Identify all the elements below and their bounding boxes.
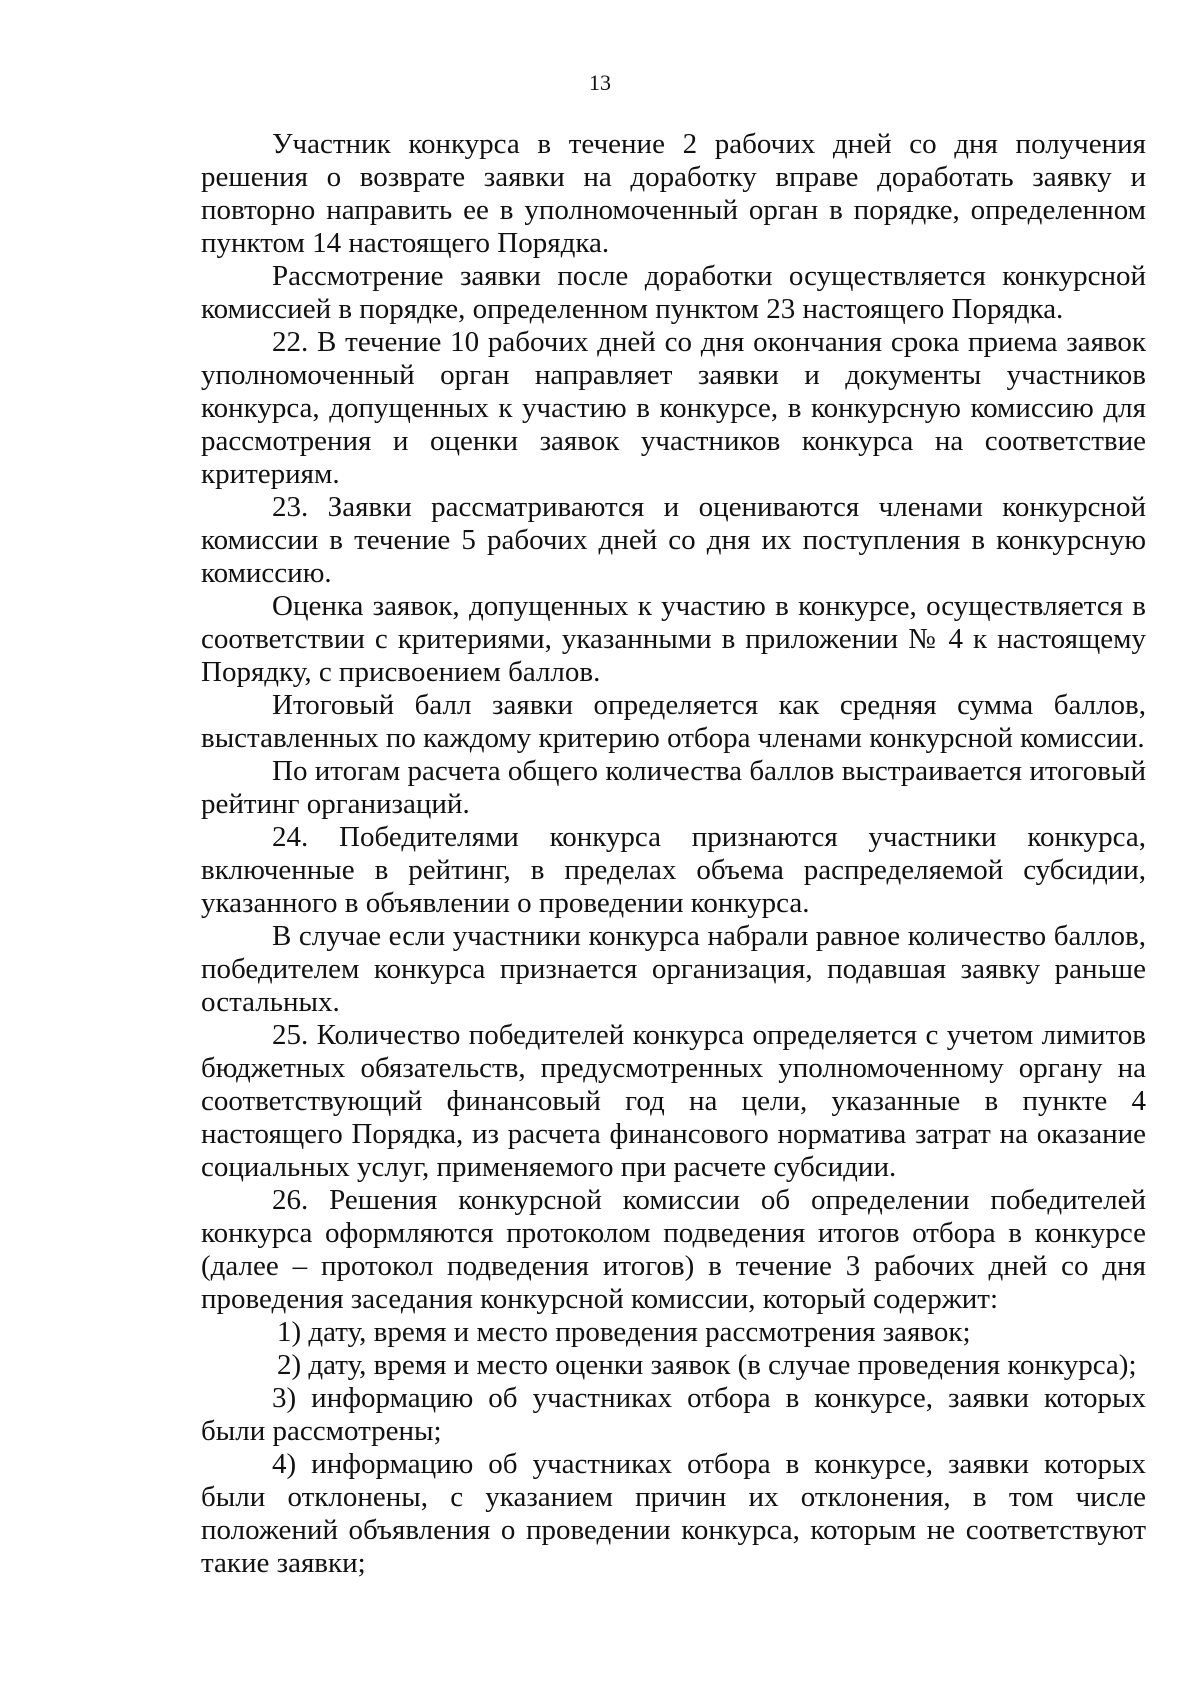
document-body xyxy=(201,128,1146,1580)
paragraph-review-after-revision: Рассмотрение заявки после доработки осуществляется конкурсной комиссией в порядке, определенном пунктом 23 настоящего Порядка. xyxy=(201,260,1146,325)
paragraph-final-rating: По итогам расчета общего количества баллов выстраивается итоговый рейтинг организаций. xyxy=(201,755,1146,820)
paragraph-item-23: 23. Заявки рассматриваются и оцениваются членами конкурсной комиссии в течение 5 рабочих дней со дня их поступления в конкурсную комиссию. xyxy=(201,491,1146,589)
paragraph-item-22: 22. В течение 10 рабочих дней со дня окончания срока приема заявок уполномоченный орган направляет заявки и документы участников конкурса, допущенных к участию в конкурсе, в конкурсную комиссию для рассмотрения и оценки заявок участников конкурса на соответствие критериям. xyxy=(201,326,1146,490)
list-item-4: 4) информацию об участниках отбора в конкурсе, заявки которых были отклонены, с указанием причин их отклонения, в том числе положений объявления о проведении конкурса, которым не соответствуют такие заявки; xyxy=(201,1448,1146,1579)
paragraph-item-25: 25. Количество победителей конкурса определяется с учетом лимитов бюджетных обязательств, предусмотренных уполномоченному органу на соответствующий финансовый год на цели, указанные в пункте 4 настоящего Порядка, из расчета финансового норматива затрат на оказание социальных услуг, применяемого при расчете субсидии. xyxy=(201,1019,1146,1183)
page-number: 13 xyxy=(589,70,611,95)
list-item-3: 3) информацию об участниках отбора в конкурсе, заявки которых были рассмотрены; xyxy=(201,1382,1146,1447)
paragraph-evaluation-criteria: Оценка заявок, допущенных к участию в конкурсе, осуществляется в соответствии с критериями, указанными в приложении № 4 к настоящему Порядку, с присвоением баллов. xyxy=(201,590,1146,688)
paragraph-final-score: Итоговый балл заявки определяется как средняя сумма баллов, выставленных по каждому критерию отбора членами конкурсной комиссии. xyxy=(201,689,1146,754)
paragraph-item-26: 26. Решения конкурсной комиссии об определении победителей конкурса оформляются протоколом подведения итогов отбора в конкурсе (далее – протокол подведения итогов) в течение 3 рабочих дней со дня проведения заседания конкурсной комиссии, который содержит: xyxy=(201,1184,1146,1315)
list-item-2: 2) дату, время и место оценки заявок (в случае проведения конкурса); xyxy=(277,1349,1137,1381)
paragraph-return-for-revision: Участник конкурса в течение 2 рабочих дней со дня получения решения о возврате заявки на доработку вправе доработать заявку и повторно направить ее в уполномоченный орган в порядке, определенном пунктом 14 настоящего Порядка. xyxy=(201,128,1146,259)
paragraph-equal-scores: В случае если участники конкурса набрали равное количество баллов, победителем конкурса признается организация, подавшая заявку раньше остальных. xyxy=(201,920,1146,1018)
paragraph-item-24: 24. Победителями конкурса признаются участники конкурса, включенные в рейтинг, в пределах объема распределяемой субсидии, указанного в объявлении о проведении конкурса. xyxy=(201,821,1146,919)
list-item-1: 1) дату, время и место проведения рассмотрения заявок; xyxy=(277,1316,971,1348)
